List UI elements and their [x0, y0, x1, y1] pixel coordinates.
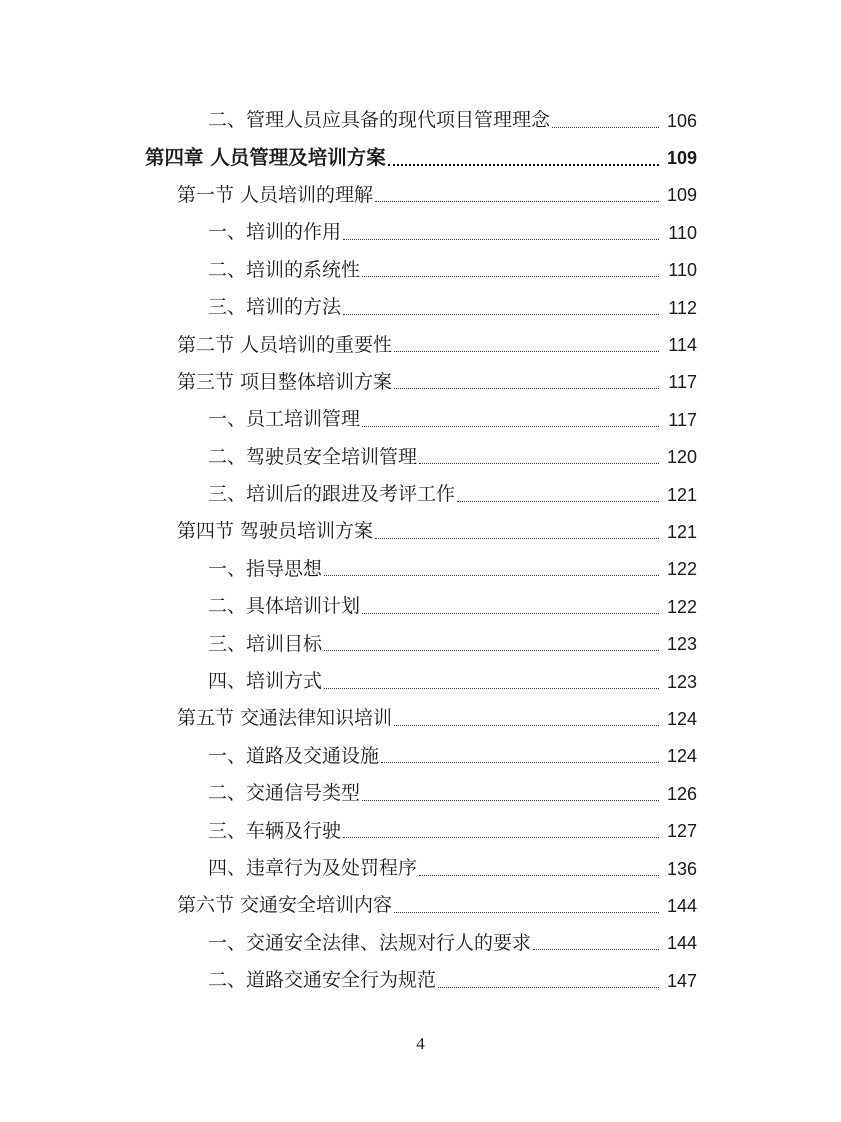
- toc-entry-page: 124: [666, 708, 697, 729]
- toc-dot-leader: [324, 574, 659, 576]
- toc-entry-title: 三、培训后的跟进及考评工作: [208, 483, 456, 506]
- toc-entry-page: 109: [666, 148, 697, 169]
- toc-dot-leader: [438, 986, 659, 988]
- toc-entry-page: 109: [666, 185, 697, 206]
- toc-dot-leader: [381, 761, 659, 763]
- toc-entry[interactable]: [0, 177, 841, 214]
- toc-entry[interactable]: [0, 326, 841, 363]
- toc-entry-page: 122: [666, 559, 697, 580]
- toc-entry-title: 四、违章行为及处罚程序: [208, 857, 418, 879]
- toc-entry[interactable]: [0, 850, 841, 887]
- toc-entry-title: 二、具体培训计划: [208, 595, 361, 618]
- toc-entry-page: 117: [668, 372, 697, 393]
- toc-entry-page: 120: [666, 447, 697, 468]
- toc-entry[interactable]: [0, 588, 841, 625]
- toc-dot-leader: [375, 200, 659, 202]
- toc-entry-title: 一、员工培训管理: [208, 408, 361, 431]
- toc-entry[interactable]: [0, 925, 841, 962]
- toc-entry[interactable]: [0, 289, 841, 326]
- toc-dot-leader: [533, 948, 659, 950]
- toc-entry-title: 一、培训的作用: [208, 221, 342, 244]
- toc-entry[interactable]: [0, 700, 841, 737]
- toc-dot-leader: [552, 126, 659, 128]
- toc-entry-page: 121: [666, 521, 697, 542]
- toc-entry-title: 一、交通安全法律、法规对行人的要求: [208, 931, 532, 954]
- toc-entry-page: 106: [666, 110, 697, 131]
- toc-dot-leader: [324, 687, 659, 689]
- toc-entry[interactable]: [0, 476, 841, 513]
- toc-dot-leader: [343, 238, 659, 240]
- toc-entry-title: 第五节 交通法律知识培训: [177, 707, 393, 730]
- toc-entry[interactable]: [0, 364, 841, 401]
- toc-entry-page: 144: [666, 933, 697, 954]
- toc-entry-title: 一、道路及交通设施: [208, 744, 380, 767]
- toc-dot-leader: [394, 350, 659, 352]
- toc-entry-title: 第四节 驾驶员培训方案: [177, 520, 374, 543]
- toc-entry-page: 110: [668, 260, 697, 281]
- toc-entry[interactable]: [0, 812, 841, 849]
- toc-entry-title: 三、培训目标: [208, 632, 323, 655]
- toc-entry-title: 三、车辆及行驶: [208, 819, 342, 842]
- toc-dot-leader: [343, 313, 659, 315]
- toc-entry[interactable]: [0, 252, 841, 289]
- page-number: 4: [416, 1034, 425, 1053]
- toc-entry[interactable]: [0, 102, 841, 139]
- toc-dot-leader: [388, 163, 659, 166]
- toc-entry-page: 122: [666, 596, 697, 617]
- toc-entry[interactable]: [0, 401, 841, 438]
- toc-entry-page: 114: [668, 335, 697, 356]
- toc-dot-leader: [457, 500, 659, 502]
- toc-entry-title: 第三节 项目整体培训方案: [177, 370, 393, 393]
- toc-entry-page: 124: [666, 746, 697, 767]
- toc-entry-page: 117: [668, 409, 697, 430]
- toc-entry[interactable]: [0, 625, 841, 662]
- toc-entry-page: 110: [668, 222, 697, 243]
- toc-dot-leader: [394, 724, 659, 726]
- toc-entry-page: 112: [668, 297, 697, 318]
- toc-entry-page: 123: [666, 671, 697, 692]
- toc-dot-leader: [362, 275, 659, 277]
- toc-entry-title: 三、培训的方法: [208, 296, 342, 319]
- toc-entry-page: 123: [666, 634, 697, 655]
- toc-entry[interactable]: [0, 663, 841, 700]
- toc-entry[interactable]: [0, 738, 841, 775]
- toc-entry-page: 136: [666, 858, 697, 879]
- toc-entry-title: 第六节 交通安全培训内容: [177, 894, 393, 917]
- toc-dot-leader: [362, 425, 659, 427]
- toc-entry-title: 第一节 人员培训的理解: [177, 183, 374, 206]
- toc-entry[interactable]: [0, 962, 841, 999]
- toc-entry-title: 二、交通信号类型: [208, 782, 361, 805]
- toc-entry-title: 第四章 人员管理及培训方案: [145, 146, 386, 170]
- toc-entry-title: 第二节 人员培训的重要性: [177, 333, 393, 356]
- toc-entry-title: 二、道路交通安全行为规范: [208, 969, 437, 992]
- toc-dot-leader: [419, 874, 659, 876]
- toc-entry-page: 127: [666, 821, 697, 842]
- toc-dot-leader: [375, 537, 659, 539]
- toc-entry-page: 147: [666, 970, 697, 991]
- toc-entry-page: 126: [666, 783, 697, 804]
- toc-entry-title: 二、培训的系统性: [208, 258, 361, 281]
- toc-dot-leader: [362, 799, 659, 801]
- toc-entry[interactable]: [0, 439, 841, 476]
- toc-entry-page: 121: [666, 484, 697, 505]
- toc-entry-title: 二、管理人员应具备的现代项目管理理念: [208, 109, 551, 132]
- toc-entry[interactable]: [0, 139, 841, 176]
- toc-entry[interactable]: [0, 775, 841, 812]
- toc-entry-title: 二、驾驶员安全培训管理: [208, 445, 418, 468]
- toc-dot-leader: [343, 836, 659, 838]
- table-of-contents: [0, 102, 841, 999]
- toc-entry-title: 一、指导思想: [208, 557, 323, 580]
- toc-entry[interactable]: [0, 214, 841, 251]
- toc-entry[interactable]: [0, 513, 841, 550]
- toc-entry-title: 四、培训方式: [208, 670, 323, 693]
- toc-dot-leader: [394, 911, 659, 913]
- toc-entry-page: 144: [666, 895, 697, 916]
- toc-dot-leader: [419, 462, 659, 464]
- toc-dot-leader: [324, 649, 659, 651]
- toc-entry[interactable]: [0, 551, 841, 588]
- toc-entry[interactable]: [0, 887, 841, 924]
- toc-dot-leader: [362, 612, 659, 614]
- toc-dot-leader: [394, 387, 659, 389]
